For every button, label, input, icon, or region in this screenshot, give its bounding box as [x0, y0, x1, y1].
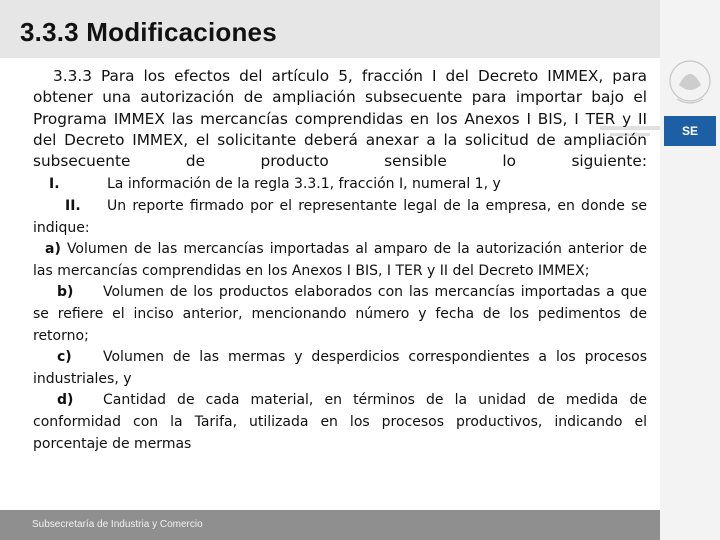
slide-title: 3.3.3 Modificaciones — [20, 17, 277, 47]
document-body — [33, 66, 647, 455]
subitem-text: Volumen de las mercancías importadas al amparo de la autorización anterior de las mercancías comprendidas en los Anexos I BIS, I TER y II del Decreto IMMEX; — [33, 241, 648, 279]
paragraph-intro: 3.3.3 Para los efectos del artículo 5, fracción I del Decreto IMMEX, para obtener una autorización de ampliación subsecuente para importar bajo el Programa IMMEX las mercancías comprendidas en los Anexos I BIS, I TER y II del Decreto IMMEX, el solicitante deberá anexar a la solicitud de ampliación subsecuente de producto sensible lo siguiente: — [33, 67, 647, 171]
list-item — [33, 390, 647, 455]
subitem-text: Volumen de los productos elaborados con las mercancías importadas a que se refiere el inciso anterior, mencionando número y fecha de los pedimentos de retorno; — [33, 284, 647, 344]
item-label: I. — [49, 176, 60, 193]
subitem-text: Cantidad de cada material, en términos de la unidad de medida de conformidad con la Tarifa, utilizada en los procesos productivos, indicando el porcentaje de mermas — [33, 392, 647, 452]
list-item — [33, 239, 647, 282]
list-item — [33, 174, 647, 196]
se-logo: SE — [664, 116, 716, 146]
item-text: Un reporte firmado por el representante legal de la empresa, en donde se indique: — [33, 198, 647, 236]
subitem-label: a) — [45, 241, 61, 258]
subitem-label: d) — [57, 392, 74, 409]
item-label: II. — [65, 198, 81, 215]
list-item — [33, 196, 647, 239]
crest-icon — [665, 55, 715, 111]
subitem-label: b) — [57, 284, 74, 301]
footer-text: Subsecretaría de Industria y Comercio — [32, 519, 203, 530]
subitem-label: c) — [57, 349, 72, 366]
footer-bar — [0, 510, 660, 540]
subitem-text: Volumen de las mermas y desperdicios correspondientes a los procesos industriales, y — [33, 349, 647, 387]
list-item — [33, 282, 647, 347]
item-text: La información de la regla 3.3.1, fracción I, numeral 1, y — [107, 176, 501, 193]
list-item — [33, 347, 647, 390]
